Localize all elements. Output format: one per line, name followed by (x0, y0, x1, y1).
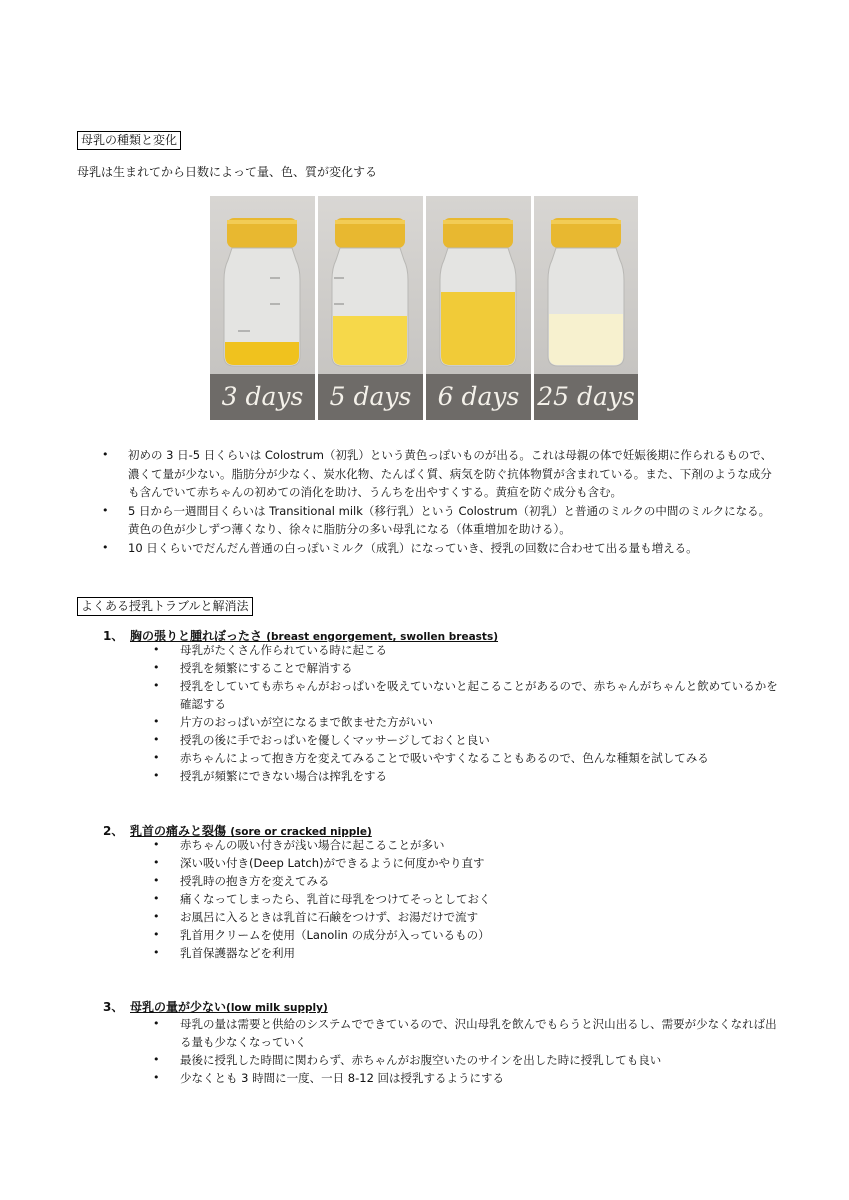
item-title-group (130, 998, 328, 1015)
trouble-list-1 (180, 641, 780, 785)
item-title: 胸の張りと腫れぼったさ (130, 629, 263, 643)
photo-panel-5-days (318, 196, 423, 420)
item-title: 母乳の量が少ない (130, 1000, 227, 1014)
list-item: • 授乳を頻繁にすることで解消する (180, 659, 780, 677)
list-item: • 痛くなってしまったら、乳首に母乳をつけてそっとしておく (180, 890, 780, 908)
list-item: • 赤ちゃんによって抱き方を変えてみることで吸いやすくなることもあるので、色んな種類を試してみる (180, 749, 780, 767)
list-item: • 初めの 3 日-5 日くらいは Colostrum（初乳）という黄色っぽいものが出る。これは母親の体で妊娠後期に作られるもので、濃くて量が少ない。脂肪分が少なく、炭水化物、たんぱく質、病気を防ぐ抗体物質が含まれている。また、下剤のような成分も含んでいて赤ちゃんの初めての消化を助け、うんちを出やすくする。黄疸を防ぐ成分も含む。 (128, 446, 778, 502)
caption-25-days: 25 days (534, 374, 638, 420)
list-item: • 深い吸い付き(Deep Latch)ができるように何度かやり直す (180, 854, 780, 872)
list-item: • 母乳の量は需要と供給のシステムでできているので、沢山母乳を飲んでもらうと沢山出るし、需要が少なくなれば出る量も少なくなっていく (180, 1015, 780, 1051)
list-item: • 片方のおっぱいが空になるまで飲ませた方がいい (180, 713, 780, 731)
item-title-en: (sore or cracked nipple) (230, 826, 372, 838)
list-item: • 母乳がたくさん作られている時に起こる (180, 641, 780, 659)
section-heading-milk-types: 母乳の種類と変化 (77, 131, 181, 150)
item-number: 2、 (103, 824, 124, 838)
list-item: • お風呂に入るときは乳首に石鹸をつけず、お湯だけで流す (180, 908, 780, 926)
list-item: • 10 日くらいでだんだん普通の白っぽいミルク（成乳）になっていき、授乳の回数に合わせて出る量も増える。 (128, 539, 778, 558)
item-title-en: (low milk supply) (226, 1002, 328, 1014)
list-item: • 授乳の後に手でおっぱいを優しくマッサージしておくと良い (180, 731, 780, 749)
list-item: • 少なくとも 3 時間に一度、一日 8-12 回は授乳するようにする (180, 1069, 780, 1087)
list-item: • 授乳をしていても赤ちゃんがおっぱいを吸えていないと起こることがあるので、赤ちゃんがちゃんと飲めているかを確認する (180, 677, 780, 713)
list-item: • 授乳が頻繁にできない場合は搾乳をする (180, 767, 780, 785)
list-item: • 5 日から一週間目くらいは Transitional milk（移行乳）という Colostrum（初乳）と普通のミルクの中間のミルクになる。黄色の色が少しずつ薄くなり、徐々に脂肪分の多い母乳になる（体重増加を助ける）。 (128, 502, 778, 539)
list-item: • 乳首用クリームを使用（Lanolin の成分が入っているもの） (180, 926, 780, 944)
caption-3-days: 3 days (210, 374, 315, 420)
breast-milk-bottles-photo (210, 196, 638, 420)
photo-panel-6-days (426, 196, 531, 420)
intro-text: 母乳は生まれてから日数によって量、色、質が変化する (77, 165, 378, 179)
list-item: • 最後に授乳した時間に関わらず、赤ちゃんがお腹空いたのサインを出した時に授乳しても良い (180, 1051, 780, 1069)
trouble-list-2 (180, 836, 780, 962)
list-item: • 赤ちゃんの吸い付きが浅い場合に起こることが多い (180, 836, 780, 854)
bottle-3-days (210, 196, 315, 374)
item-number: 3、 (103, 1000, 124, 1014)
photo-panel-25-days (534, 196, 638, 420)
list-item: • 乳首保護器などを利用 (180, 944, 780, 962)
section-heading-troubles: よくある授乳トラブルと解消法 (77, 597, 253, 616)
item-title: 乳首の痛みと裂傷 (130, 824, 227, 838)
caption-6-days: 6 days (426, 374, 531, 420)
milk-types-list (128, 446, 778, 557)
bottle-25-days (534, 196, 638, 374)
bottle-6-days (426, 196, 531, 374)
item-number: 1、 (103, 629, 124, 643)
caption-5-days: 5 days (318, 374, 423, 420)
list-item: • 授乳時の抱き方を変えてみる (180, 872, 780, 890)
photo-panel-3-days (210, 196, 315, 420)
bottle-5-days (318, 196, 423, 374)
item-title-en: (breast engorgement, swollen breasts) (266, 631, 499, 643)
trouble-list-3 (180, 1015, 780, 1087)
